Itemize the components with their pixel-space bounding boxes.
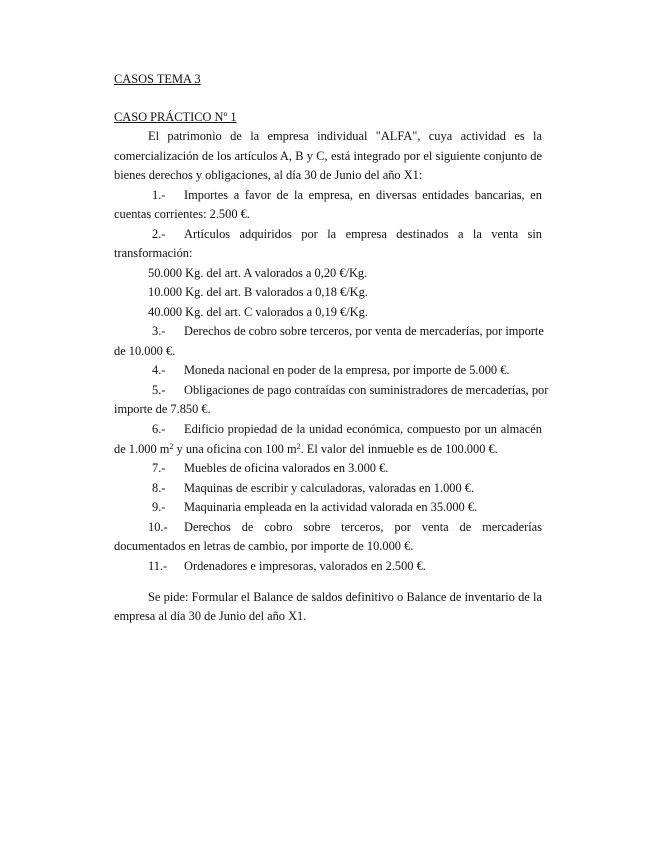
- task-line-2: empresa al día 30 de Junio del año X1.: [114, 609, 307, 623]
- item-6-text: Edificio propiedad de la unidad económica, compuesto por un almacén: [184, 422, 542, 436]
- article-c-line: 40.000 Kg. del art. C valorados a 0,19 €/Kg.: [148, 305, 368, 319]
- article-b-line: 10.000 Kg. del art. B valorados a 0,18 €/Kg.: [148, 285, 368, 299]
- item-10-text: Derechos de cobro sobre terceros, por venta de mercaderías: [184, 520, 542, 534]
- item-1-text-cont: cuentas corrientes: 2.500 €.: [114, 207, 250, 221]
- intro-line-1: El patrimonio de la empresa individual "ALFA", cuya actividad es la: [148, 129, 542, 143]
- item-8-number: 8.-: [152, 481, 166, 495]
- item-10-number: 10.-: [148, 520, 168, 534]
- case-title: CASO PRÁCTICO Nº 1: [114, 110, 237, 124]
- task-line-1: Se pide: Formular el Balance de saldos definitivo o Balance de inventario de la: [148, 590, 542, 604]
- item-5-number: 5.-: [152, 383, 166, 397]
- item-5-text-cont: importe de 7.850 €.: [114, 402, 211, 416]
- item-4-number: 4.-: [152, 363, 166, 377]
- item-3-text: Derechos de cobro sobre terceros, por venta de mercaderías, por importe: [184, 324, 544, 338]
- superscript-squared: 2: [296, 442, 301, 451]
- superscript-squared: 2: [169, 442, 174, 451]
- item-4-text: Moneda nacional en poder de la empresa, por importe de 5.000 €.: [184, 363, 510, 377]
- item-3-number: 3.-: [152, 324, 166, 338]
- item-6-text-cont: de 1.000 $m^2$ y una oficina con 100 $m^2$. El valor del inmueble es de 100.000 €.: [114, 442, 498, 456]
- item-6-number: 6.-: [152, 422, 166, 436]
- item-2-text: Artículos adquiridos por la empresa destinados a la venta sin: [184, 227, 542, 241]
- item-1-text: Importes a favor de la empresa, en diversas entidades bancarias, en: [184, 188, 542, 202]
- document-title: CASOS TEMA 3: [114, 72, 201, 86]
- article-a-line: 50.000 Kg. del art. A valorados a 0,20 €/Kg.: [148, 266, 368, 280]
- item-8-text: Maquinas de escribir y calculadoras, valoradas en 1.000 €.: [184, 481, 475, 495]
- item-7-text: Muebles de oficina valorados en 3.000 €.: [184, 461, 389, 475]
- item-2-text-cont: transformación:: [114, 246, 193, 260]
- intro-line-3: bienes derechos y obligaciones, al día 30 de Junio del año X1:: [114, 168, 423, 182]
- item-5-text: Obligaciones de pago contraídas con suministradores de mercaderías, por: [184, 383, 549, 397]
- item-10-text-cont: documentados en letras de cambio, por importe de 10.000 €.: [114, 539, 414, 553]
- item-11-number: 11.-: [148, 559, 168, 573]
- item-2-number: 2.-: [152, 227, 166, 241]
- item-9-text: Maquinaria empleada en la actividad valorada en 35.000 €.: [184, 500, 478, 514]
- item-9-number: 9.-: [152, 500, 166, 514]
- item-11-text: Ordenadores e impresoras, valorados en 2.500 €.: [184, 559, 426, 573]
- intro-line-2: comercialización de los artículos A, B y C, está integrado por el siguiente conjunto de: [114, 149, 542, 163]
- item-1-number: 1.-: [152, 188, 166, 202]
- item-3-text-cont: de 10.000 €.: [114, 344, 176, 358]
- item-7-number: 7.-: [152, 461, 166, 475]
